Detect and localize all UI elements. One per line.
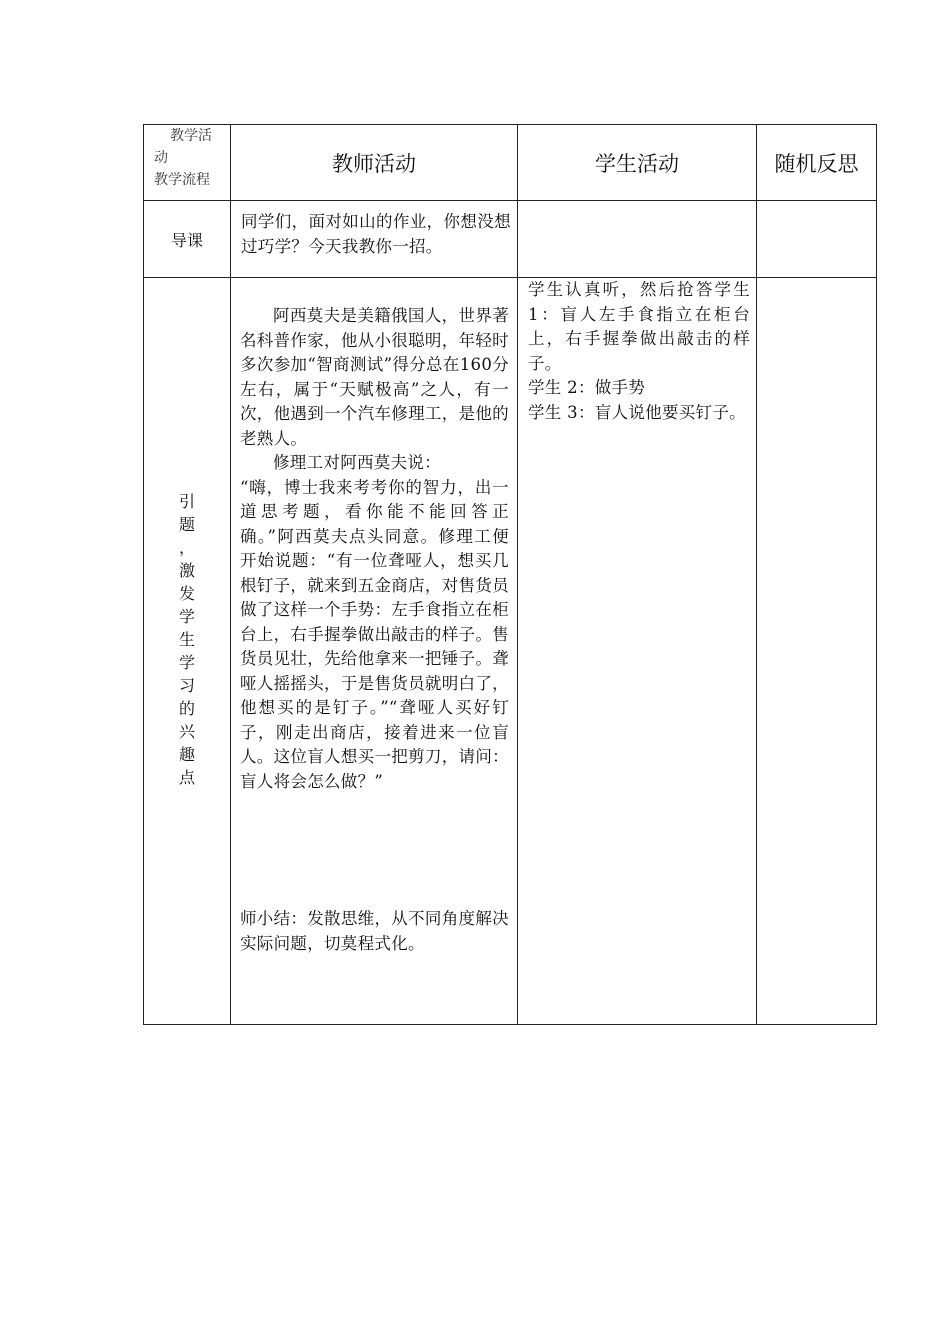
student-activity-header: 学生活动 [518,125,757,201]
reflection-cell-main [757,278,877,1025]
teacher-activity-header: 教师活动 [231,125,518,201]
stage-char: 题 [178,515,195,534]
teacher-summary: 师小结：发散思维，从不同角度解决实际问题，切莫程式化。 [240,909,509,953]
student-cell-intro [518,201,757,278]
header-corner-cell [144,125,231,201]
stage-char: 引 [178,492,195,511]
reflection-header: 随机反思 [757,125,877,201]
stage-char: 学 [178,653,195,672]
stage-char: 激 [178,561,195,580]
student-cell-main [518,278,757,1025]
story-paragraph-1: 阿西莫夫是美籍俄国人，世界著名科普作家，他从小很聪明，年轻时多次参加“智商测试”得分总在160分左右，属于“天赋极高”之人，有一次，他遇到一个汽车修理工，是他的老熟人。 [240,306,509,448]
stage-char: 点 [178,768,195,787]
stage-label-intro: 导课 [144,201,231,278]
student-answers [518,278,756,425]
stage-char: 习 [178,676,195,695]
stage-char: 的 [178,699,195,718]
lesson-plan-table [143,124,877,1025]
stage-label-main-cell [144,278,231,1025]
stage-char: 生 [178,630,195,649]
stage-char: 兴 [178,722,195,741]
corner-label-line1: 教学活 [170,128,212,144]
corner-label-line3: 教学流程 [154,172,210,188]
student-answer-3: 学生 3：盲人说他要买钉子。 [528,402,746,422]
header-row [144,125,877,201]
student-answer-1: 学生认真听，然后抢答学生 1：盲人左手食指立在柜台上，右手握拳做出敲击的样子。 [528,280,750,373]
stage-label-vertical [144,278,230,789]
teacher-intro-text: 同学们，面对如山的作业，你想没想过巧学？今天我教你一招。 [241,212,511,256]
stage-char: ， [178,538,195,557]
story-paragraph-2: 修理工对阿西莫夫说： [273,453,441,472]
main-row [144,278,877,1025]
stage-char: 发 [178,584,195,603]
corner-label-line2: 动 [154,150,168,166]
reflection-cell-intro [757,201,877,278]
student-answer-2: 学生 2：做手势 [528,378,646,397]
stage-char: 学 [178,607,195,626]
story-paragraph-3: “嗨，博士我来考考你的智力，出一道思考题，看你能不能回答正确。”阿西莫夫点头同意。修理工便开始说题：“有一位聋哑人，想买几根钉子，就来到五金商店，对售货员做了这样一个手势：左手食指立在柜台上，右手握拳做出敲击的样子。售货员见壮，先给他拿来一把锤子。聋哑人摇摇头，于是售货员就明白了，他想买的是钉子。”“聋哑人买好钉子，刚走出商店，接着进来一位盲人。这位盲人想买一把剪刀，请问：盲人将会怎么做？” [240,477,509,791]
teacher-cell-intro [231,201,518,278]
teacher-story [231,278,517,956]
intro-row [144,201,877,278]
stage-char: 趣 [178,745,195,764]
teacher-cell-main [231,278,518,1025]
